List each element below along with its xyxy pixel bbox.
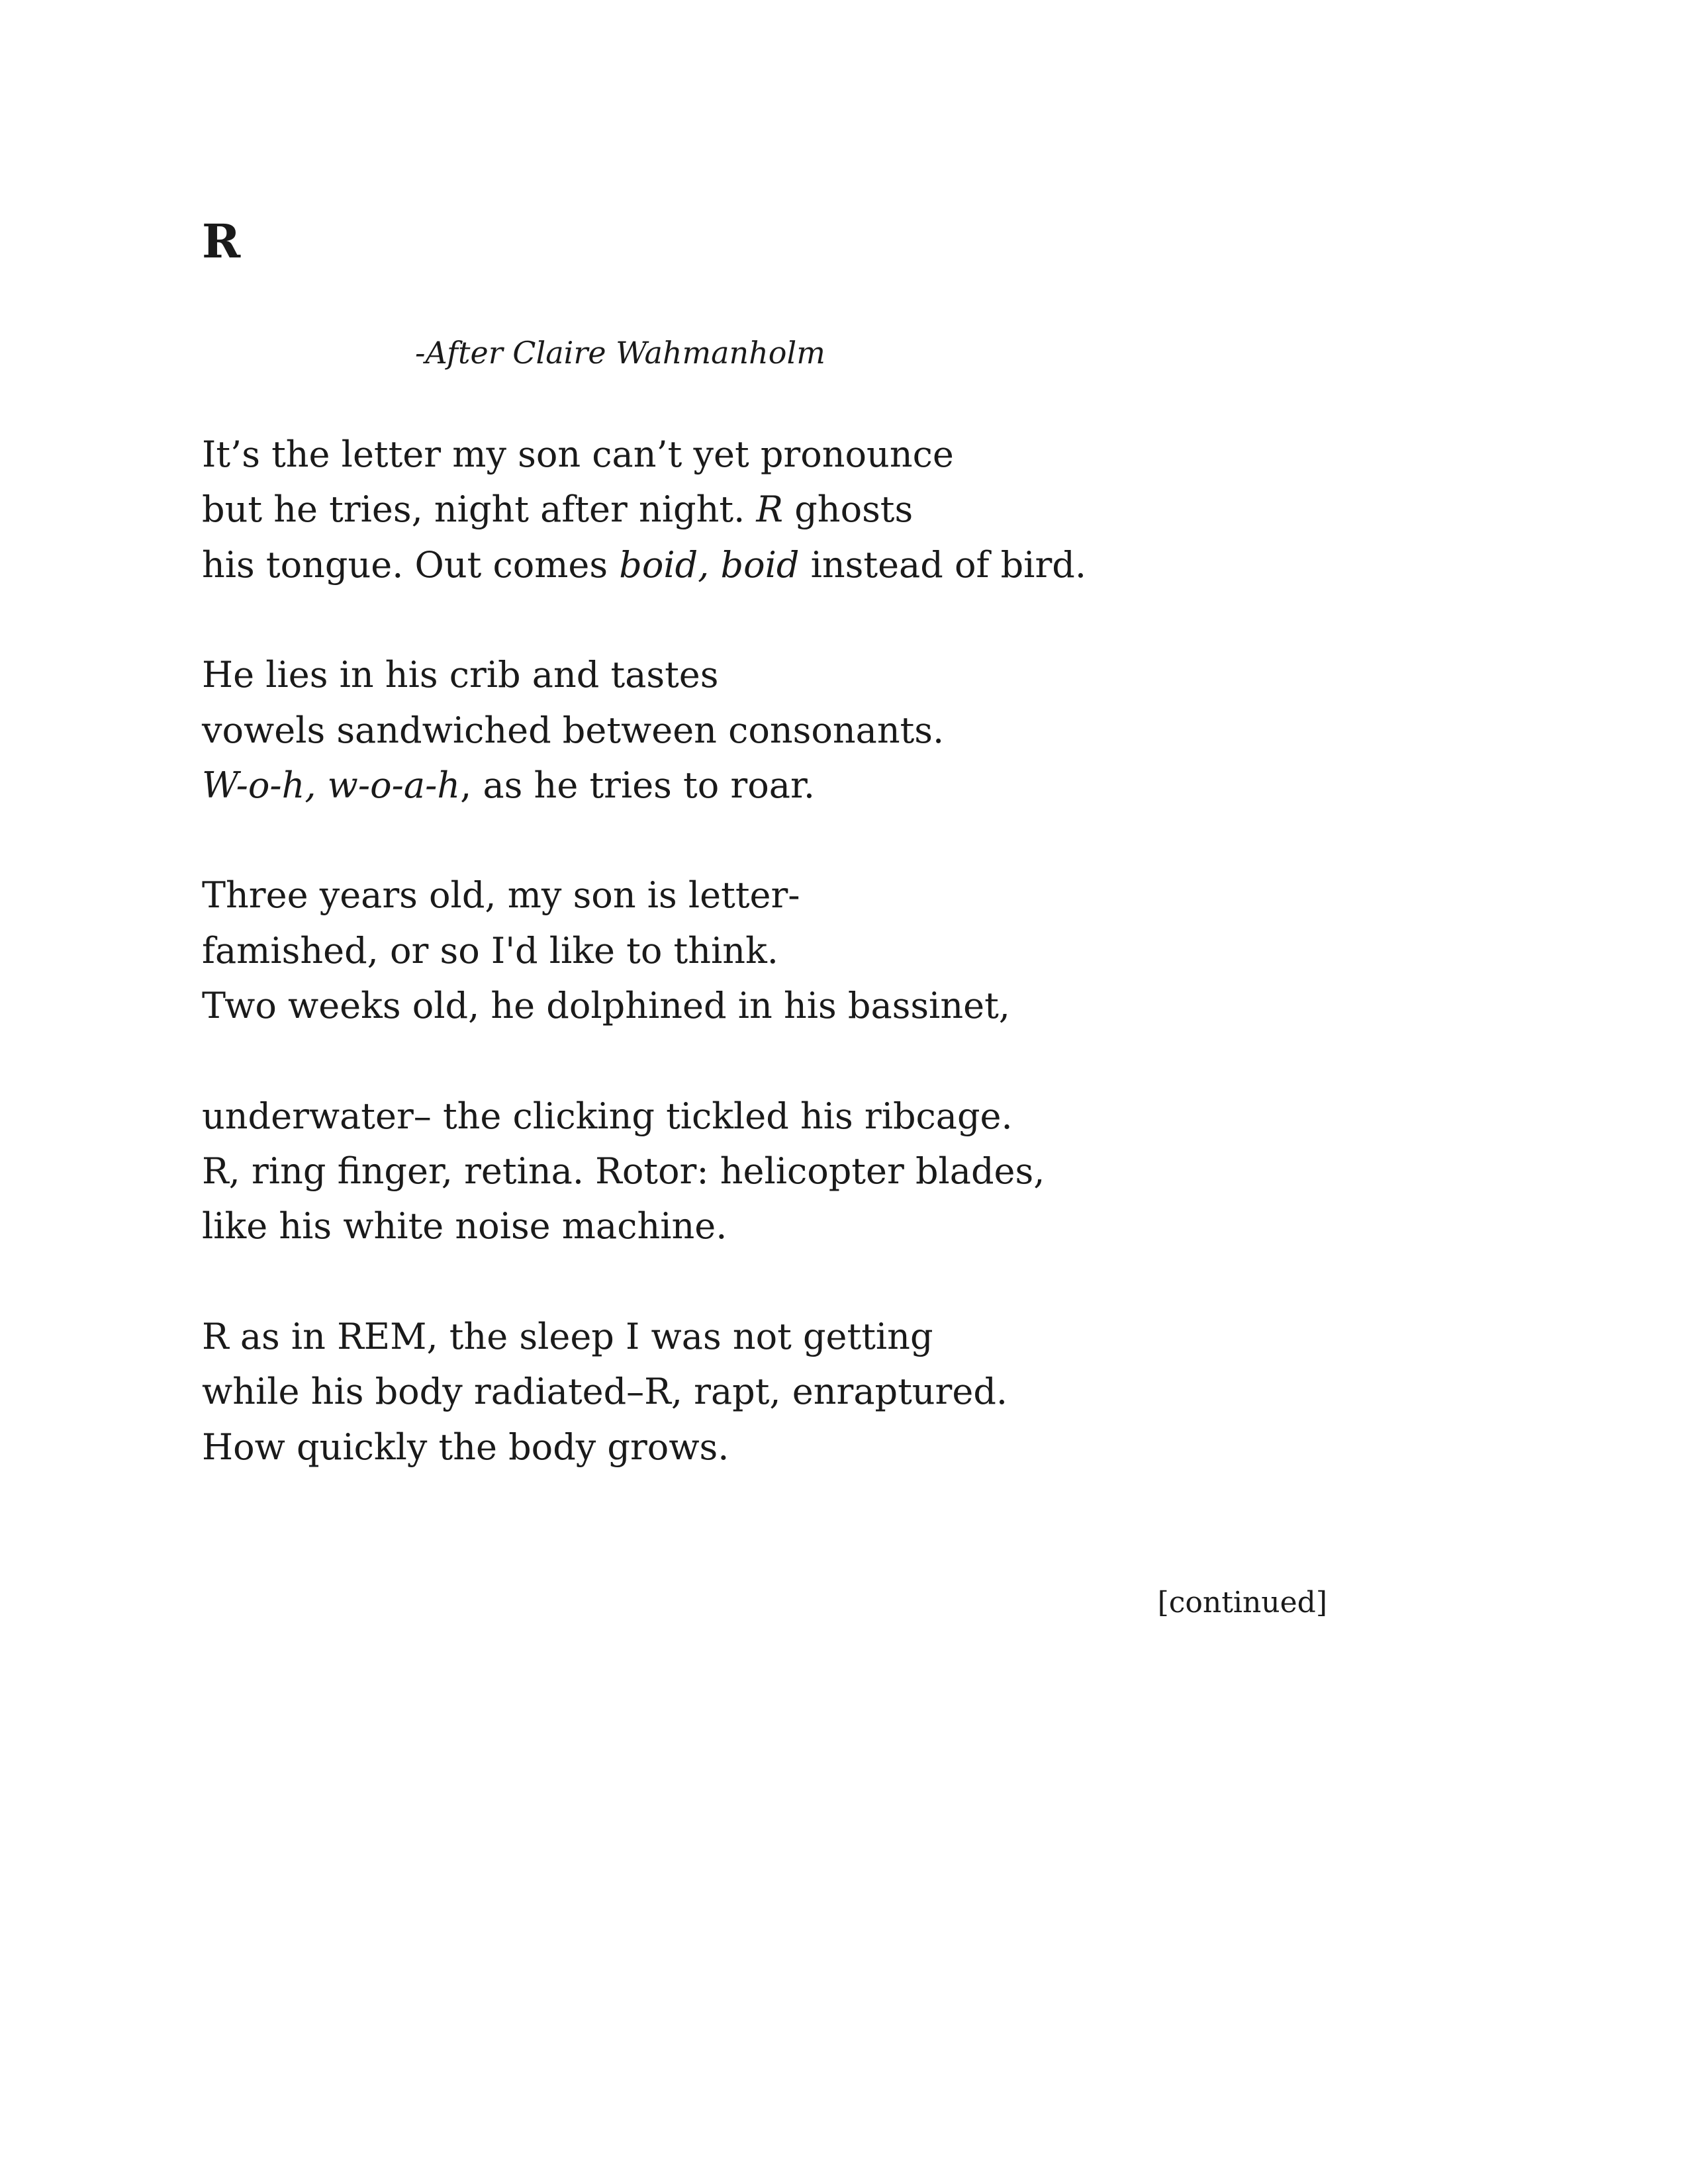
text-segment: vowels sandwiched between consonants. [202,709,945,751]
text-segment: but he tries, night after night. [202,488,757,531]
epigraph: -After Claire Wahmanholm [415,335,825,371]
poem-title: R [202,214,241,269]
text-segment: , as he tries to roar. [460,764,816,807]
text-segment: famished, or so I'd like to think. [202,929,778,972]
text-segment: He lies in his crib and tastes [202,654,719,696]
text-segment: ghosts [783,488,914,531]
text-segment: R, ring finger, retina. Rotor: helicopter blades, [202,1150,1045,1193]
poem-line [202,758,1526,813]
text-segment: while his body radiated–R, rapt, enraptured. [202,1371,1008,1413]
italic-segment: boid, boid [619,543,800,586]
stanza [202,427,1526,592]
poem-line [202,537,1526,592]
poem-line [202,978,1526,1033]
poem-line [202,1364,1526,1419]
stanza [202,1089,1526,1254]
text-segment: Two weeks old, he dolphined in his bassinet, [202,985,1010,1027]
poem-line [202,1089,1526,1144]
poem-line [202,647,1526,702]
stanza [202,868,1526,1033]
text-segment: R as in REM, the sleep I was not getting [202,1315,933,1357]
poem-line [202,1420,1526,1475]
italic-segment: R [756,488,784,531]
poem-line [202,1144,1526,1199]
poem-line [202,1199,1526,1253]
poem-line [202,482,1526,537]
text-segment: his tongue. Out comes [202,543,620,586]
text-segment: Three years old, my son is letter- [202,874,800,917]
continued-note: [continued] [1157,1586,1327,1619]
text-segment: How quickly the body grows. [202,1426,729,1468]
poem-line [202,923,1526,978]
stanza [202,1309,1526,1475]
stanza [202,647,1526,813]
italic-segment: W-o-h, w-o-a-h [202,764,461,807]
text-segment: like his white noise machine. [202,1205,727,1248]
poem-line [202,703,1526,758]
poem-line [202,427,1526,482]
text-segment: underwater– the clicking tickled his ribcage. [202,1095,1013,1137]
text-segment: It’s the letter my son can’t yet pronounce [202,433,954,475]
text-segment: instead of bird. [799,543,1086,586]
poem-line [202,1309,1526,1364]
poem-body [202,427,1526,1529]
poem-line [202,868,1526,923]
